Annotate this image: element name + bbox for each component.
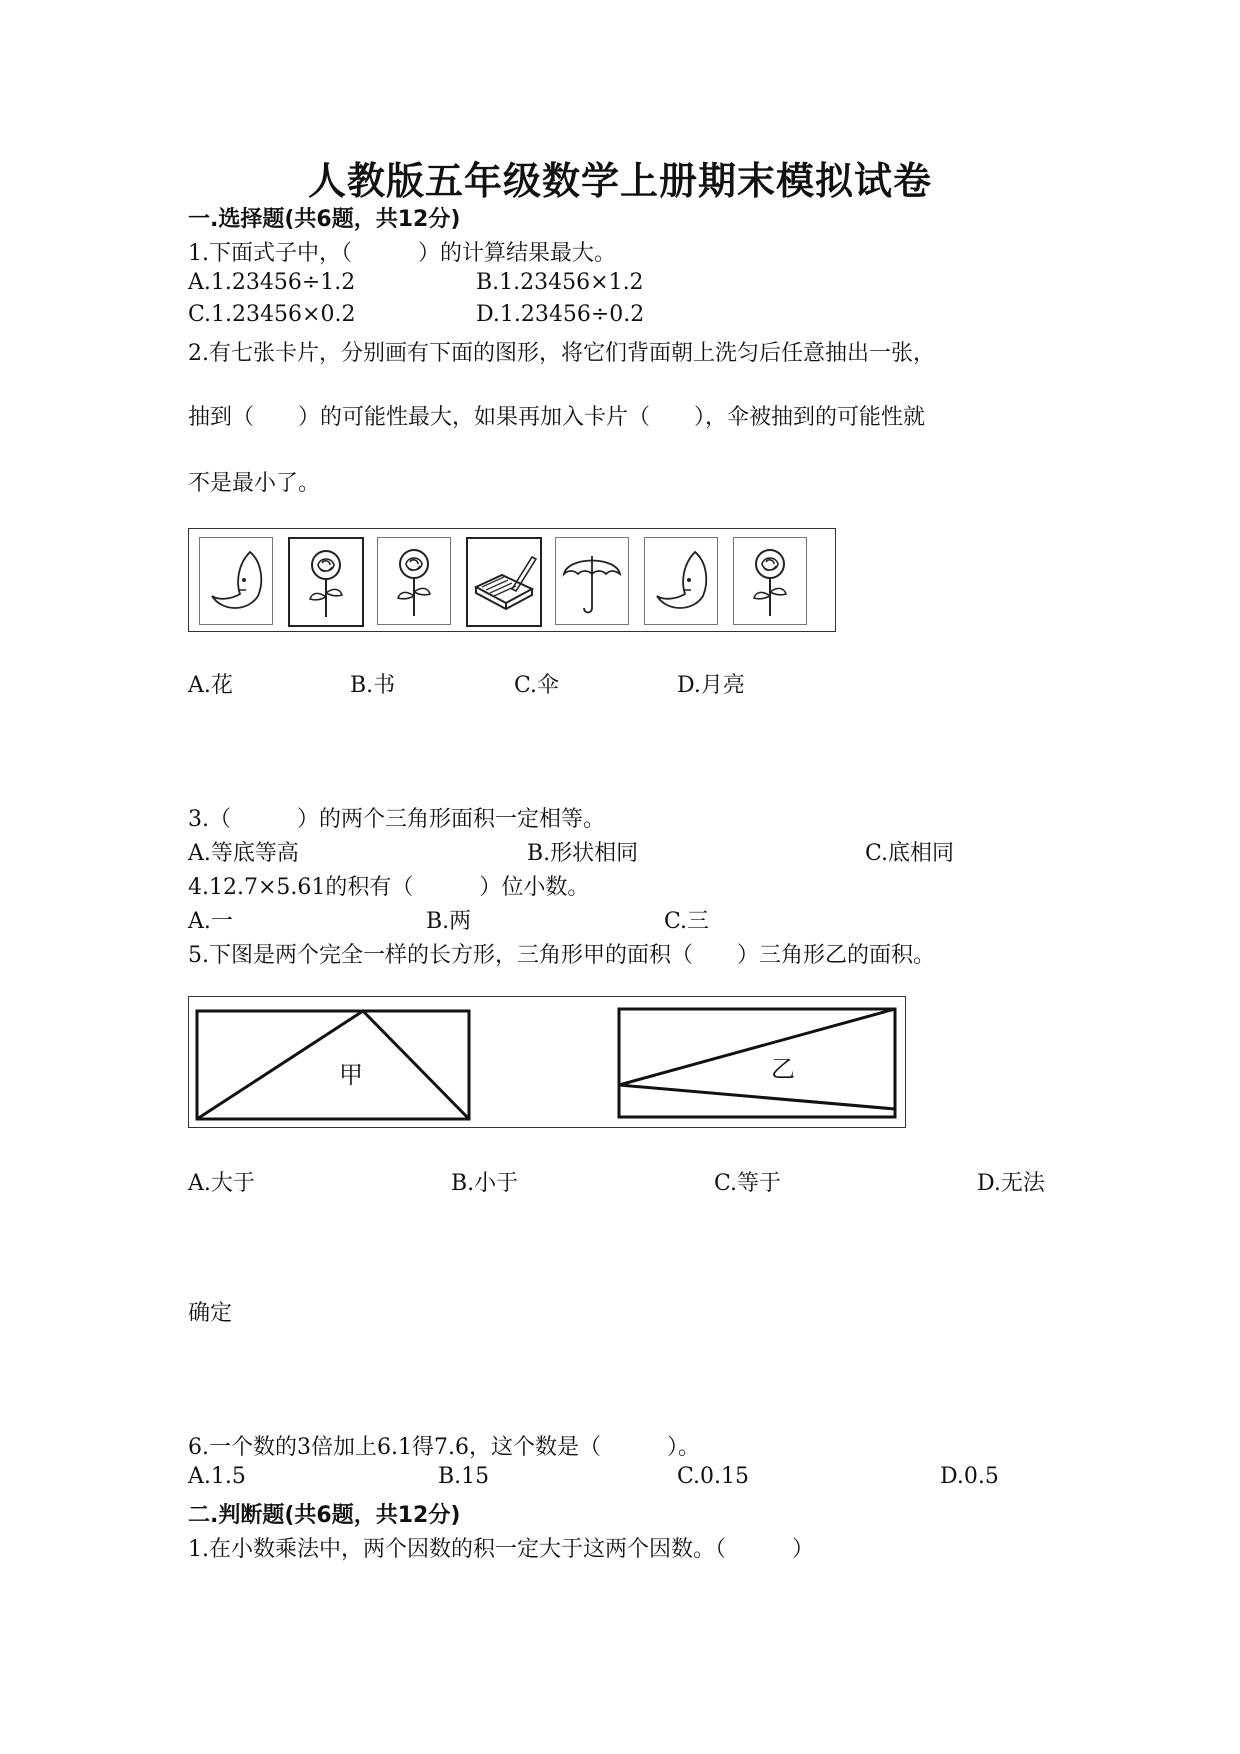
- q5-option-d: D.无法: [977, 1171, 1045, 1196]
- rose-icon: [377, 537, 451, 625]
- q6-option-c: C.0.15: [677, 1464, 750, 1489]
- question-2-line-1: 2.有七张卡片，分别画有下面的图形，将它们背面朝上洗匀后任意抽出一张，: [188, 341, 935, 366]
- judge-question-1-stem: 1.在小数乘法中，两个因数的积一定大于这两个因数。（ ）: [188, 1537, 814, 1562]
- rectangles-figure: [188, 996, 906, 1128]
- q5-option-d-continued: 确定: [188, 1301, 233, 1326]
- q6-option-b: B.15: [438, 1464, 490, 1489]
- q1-option-c: C.1.23456×0.2: [188, 302, 356, 327]
- rose-icon: [288, 537, 364, 627]
- triangle-yi-label: 乙: [771, 1055, 795, 1083]
- q6-option-a: A.1.5: [188, 1464, 246, 1489]
- q3-option-b: B.形状相同: [527, 841, 639, 866]
- question-2-line-3: 不是最小了。: [188, 471, 321, 496]
- q4-option-b: B.两: [426, 909, 472, 934]
- question-2-line-2: 抽到（ ）的可能性最大，如果再加入卡片（ ），伞被抽到的可能性就: [188, 405, 926, 430]
- q5-option-a: A.大于: [188, 1171, 255, 1196]
- q1-option-d: D.1.23456÷0.2: [476, 302, 645, 327]
- q4-option-c: C.三: [664, 909, 710, 934]
- q2-option-a: A.花: [188, 673, 233, 698]
- q1-option-b: B.1.23456×1.2: [476, 270, 644, 295]
- cards-figure: [188, 528, 836, 632]
- section-heading-judge: 二.判断题(共6题，共12分): [188, 1503, 461, 1528]
- rose-icon: [733, 537, 807, 625]
- triangle-jia-label: 甲: [339, 1061, 363, 1089]
- q5-option-c: C.等于: [714, 1171, 782, 1196]
- moon-icon: [644, 537, 718, 625]
- section-heading-choice: 一.选择题(共6题，共12分): [188, 207, 461, 232]
- q3-option-c: C.底相同: [865, 841, 955, 866]
- question-6-stem: 6.一个数的3倍加上6.1得7.6，这个数是（ ）。: [188, 1435, 700, 1460]
- q2-option-b: B.书: [350, 673, 396, 698]
- question-4-stem: 4.12.7×5.61的积有（ ）位小数。: [188, 875, 590, 900]
- question-5-stem: 5.下图是两个完全一样的长方形，三角形甲的面积（ ）三角形乙的面积。: [188, 943, 935, 968]
- q1-option-a: A.1.23456÷1.2: [188, 270, 356, 295]
- q5-option-b: B.小于: [451, 1171, 519, 1196]
- q2-option-d: D.月亮: [677, 673, 745, 698]
- q6-option-d: D.0.5: [940, 1464, 999, 1489]
- question-3-stem: 3.（ ）的两个三角形面积一定相等。: [188, 807, 605, 832]
- umbrella-icon: [555, 537, 629, 625]
- page-title: 人教版五年级数学上册期末模拟试卷: [307, 159, 932, 203]
- q3-option-a: A.等底等高: [188, 841, 299, 866]
- book-icon: [466, 537, 542, 627]
- q2-option-c: C.伞: [514, 673, 560, 698]
- moon-icon: [199, 537, 273, 625]
- question-1-stem: 1.下面式子中，（ ）的计算结果最大。: [188, 241, 616, 266]
- q4-option-a: A.一: [188, 909, 233, 934]
